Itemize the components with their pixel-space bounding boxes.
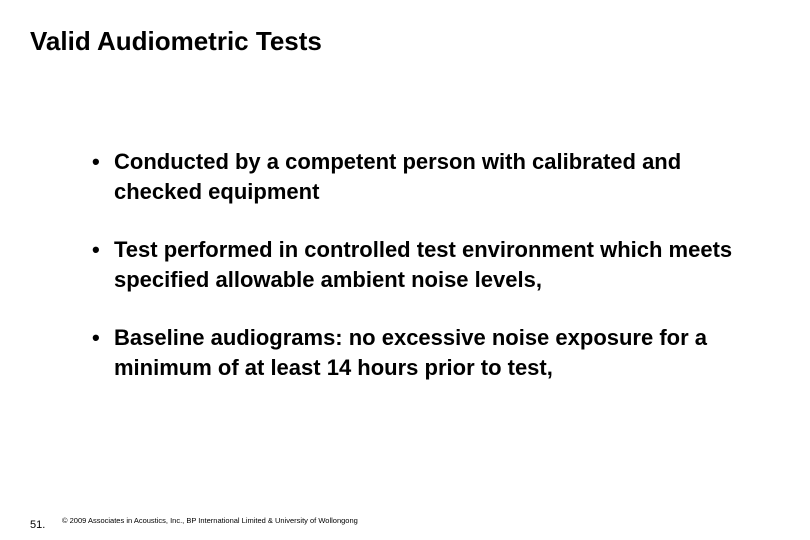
bullet-text: Baseline audiograms: no excessive noise exposure for a minimum of at least 14 hours prior to test, [114,325,708,380]
bullet-icon: • [92,237,100,262]
bullet-item-baseline [90,323,770,383]
bullet-text: Test performed in controlled test environment which meets specified allowable ambient noise levels, [114,237,733,292]
bullet-list [90,147,770,383]
copyright-notice: © 2009 Associates in Acoustics, Inc., BP International Limited & University of Wollongong [62,516,358,525]
bullet-item-equipment [90,147,770,207]
bullet-text: Conducted by a competent person with calibrated and checked equipment [114,149,682,204]
slide-title: Valid Audiometric Tests [30,26,322,56]
bullet-item-environment [90,235,770,295]
bullet-icon: • [92,149,100,174]
page-number: 51. [30,519,46,531]
bullet-icon: • [92,325,100,350]
